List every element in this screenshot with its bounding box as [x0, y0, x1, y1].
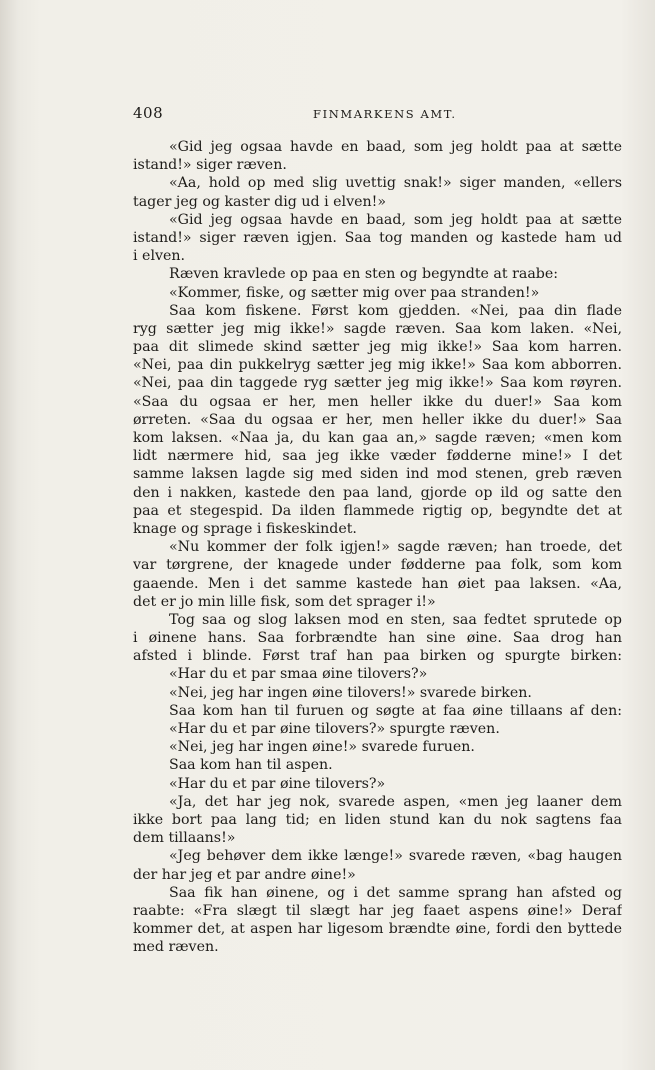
text-line: «Nei, jeg har ingen øine tilovers!» svarede birken. — [169, 684, 532, 701]
text-line: «Nei, jeg har ingen øine!» svarede furuen. — [169, 739, 475, 756]
text-line: gaaende. Men i det samme kastede han øiet paa laksen. «Aa, — [133, 575, 622, 592]
text-line: «Kommer, fiske, og sætter mig over paa stranden!» — [169, 284, 540, 301]
text-line: tager jeg og kaster dig ud i elven!» — [133, 193, 387, 210]
text-line: «Saa du ogsaa er her, men heller ikke du duer!» Saa kom — [133, 393, 622, 410]
text-line: der har jeg et par andre øine!» — [133, 866, 356, 883]
text-line: ryg sætter jeg mig ikke!» sagde ræven. Saa kom laken. «Nei, — [133, 320, 622, 337]
text-line: «Nei, paa din taggede ryg sætter jeg mig ikke!» Saa kom røyren. — [133, 375, 622, 392]
text-line: «Aa, hold op med slig uvettig snak!» siger manden, «ellers — [169, 175, 622, 192]
text-line: paa dit slimede skind sætter jeg mig ikke!» Saa kom harren. — [133, 339, 622, 356]
text-line: «Nei, paa din pukkelryg sætter jeg mig ikke!» Saa kom abborren. — [133, 357, 622, 374]
text-line: var tørgrene, der knagede under fødderne paa folk, som kom — [133, 557, 622, 574]
text-line: «Gid jeg ogsaa havde en baad, som jeg holdt paa at sætte — [169, 211, 622, 228]
text-line: i elven. — [133, 248, 186, 265]
text-line: dem tillaans!» — [133, 830, 236, 847]
text-line: istand!» siger ræven igjen. Saa tog manden og kastede ham ud — [133, 229, 622, 246]
text-line: paa et stegespid. Da ilden flammede rigtig op, begyndte det at — [133, 502, 622, 519]
text-line: Saa kom han til furuen og søgte at faa øine tillaans af den: — [169, 702, 622, 719]
text-line: ikke bort paa lang tid; en liden stund kan du nok sagtens faa — [133, 811, 622, 828]
text-line: «Ja, det har jeg nok, svarede aspen, «men jeg laaner dem — [169, 793, 622, 810]
page-number: 408 — [133, 104, 164, 122]
text-line: Tog saa og slog laksen mod en sten, saa fedtet sprutede op — [169, 611, 622, 628]
text-line: Saa kom fiskene. Først kom gjedden. «Nei, paa din flade — [169, 302, 622, 319]
text-line: «Nu kommer der folk igjen!» sagde ræven; han troede, det — [169, 539, 622, 556]
text-line: «Jeg behøver dem ikke længe!» svarede ræven, «bag haugen — [169, 848, 622, 865]
text-line: Saa kom han til aspen. — [169, 757, 333, 774]
page-header — [133, 104, 621, 126]
text-line: raabte: «Fra slægt til slægt har jeg faaet aspens øine!» Deraf — [133, 902, 622, 919]
text-line: i øinene hans. Saa forbrændte han sine øine. Saa drog han — [133, 630, 622, 647]
text-line: Saa fik han øinene, og i det samme sprang han afsted og — [169, 884, 622, 901]
text-line: «Har du et par smaa øine tilovers?» — [169, 666, 428, 683]
text-line: istand!» siger ræven. — [133, 157, 287, 174]
text-line: «Gid jeg ogsaa havde en baad, som jeg holdt paa at sætte — [169, 139, 622, 155]
body-text — [133, 138, 622, 956]
text-line: «Har du et par øine tilovers?» — [169, 775, 386, 792]
text-line: afsted i blinde. Først traf han paa birken og spurgte birken: — [133, 648, 622, 665]
text-line: den i nakken, kastede den paa land, gjorde op ild og satte den — [133, 484, 622, 501]
text-line: knage og sprage i fiskeskindet. — [133, 520, 357, 537]
running-title: FINMARKENS AMT. — [313, 107, 457, 121]
text-line: det er jo min lille fisk, som det sprager i!» — [133, 593, 436, 610]
text-line: kom laksen. «Naa ja, du kan gaa an,» sagde ræven; «men kom — [133, 430, 622, 446]
text-line: lidt nærmere hid, saa jeg ikke væder fødderne mine!» I det — [133, 448, 622, 465]
text-line: ørreten. «Saa du ogsaa er her, men heller ikke du duer!» Saa — [133, 411, 622, 428]
text-line: med ræven. — [133, 939, 219, 956]
text-line: samme laksen lagde sig med siden ind mod stenen, greb ræven — [133, 466, 622, 483]
text-line: «Har du et par øine tilovers?» spurgte ræven. — [169, 721, 500, 737]
text-line: Ræven kravlede op paa en sten og begyndte at raabe: — [169, 266, 559, 283]
text-line: kommer det, at aspen har ligesom brændte øine, fordi den byttede — [133, 921, 622, 938]
